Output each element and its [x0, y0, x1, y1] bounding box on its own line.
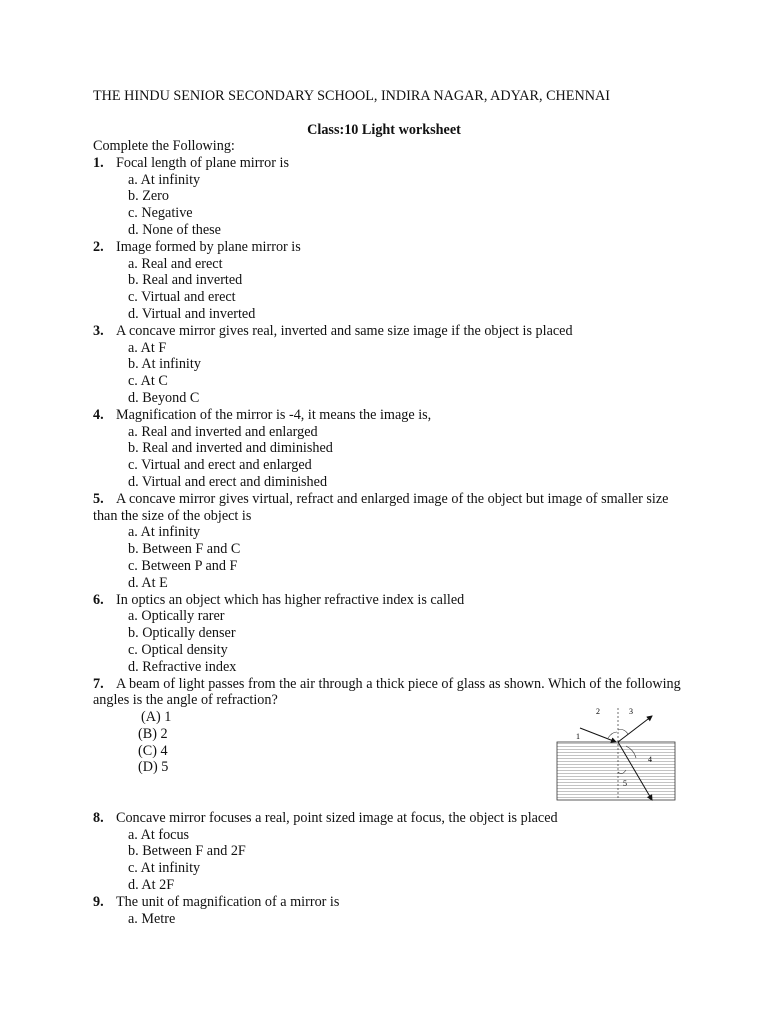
angle-label: 1 — [576, 732, 580, 741]
question-text: Concave mirror focuses a real, point sized image at focus, the object is placed — [116, 809, 558, 826]
option: b. Between F and C — [128, 541, 241, 558]
question-9 — [93, 894, 683, 911]
option: c. At infinity — [128, 860, 201, 877]
refraction-diagram — [556, 706, 676, 802]
option: d. Virtual and inverted — [128, 305, 256, 322]
option: a. At F — [128, 339, 167, 356]
question-number: 1. — [93, 154, 104, 171]
refraction-diagram-svg — [556, 706, 676, 802]
option: a. At focus — [128, 826, 190, 843]
option: a. Metre — [128, 910, 176, 927]
question-text: Magnification of the mirror is -4, it means the image is, — [116, 406, 432, 423]
angle-arc-1 — [608, 732, 617, 738]
option: (B) 2 — [138, 725, 168, 742]
option: b. At infinity — [128, 356, 201, 373]
option: c. Negative — [128, 205, 193, 222]
option: d. Beyond C — [128, 389, 200, 406]
option: b. Real and inverted and diminished — [128, 440, 333, 457]
option: a. Real and inverted and enlarged — [128, 423, 318, 440]
question-number: 3. — [93, 322, 104, 339]
option: a. Optically rarer — [128, 608, 225, 625]
angle-label: 4 — [648, 755, 652, 764]
option: d. Refractive index — [128, 658, 237, 675]
question-7 — [93, 676, 683, 710]
question-8 — [93, 810, 683, 827]
option: d. Virtual and erect and diminished — [128, 473, 328, 490]
question-number: 7. — [93, 675, 104, 692]
question-6 — [93, 592, 683, 609]
option: d. None of these — [128, 221, 221, 238]
question-text: A beam of light passes from the air through a thick piece of glass as shown. Which of the following angles is the angle of refraction? — [93, 675, 681, 709]
option: a. At infinity — [128, 524, 201, 541]
question-5 — [93, 491, 683, 525]
question-number: 5. — [93, 490, 104, 507]
question-number: 8. — [93, 809, 104, 826]
question-1 — [93, 155, 683, 172]
question-number: 2. — [93, 238, 104, 255]
glass-block — [557, 742, 675, 800]
instruction: Complete the Following: — [93, 138, 235, 154]
worksheet-title: Class:10 Light worksheet — [307, 122, 461, 138]
option: c. At C — [128, 373, 168, 390]
option: (A) 1 — [141, 709, 172, 726]
reflected-ray — [618, 716, 652, 742]
question-text: Image formed by plane mirror is — [116, 238, 301, 255]
question-text: Focal length of plane mirror is — [116, 154, 289, 171]
option: b. Real and inverted — [128, 272, 243, 289]
question-text: The unit of magnification of a mirror is — [116, 893, 340, 910]
option: c. Virtual and erect and enlarged — [128, 457, 312, 474]
option: b. Optically denser — [128, 625, 236, 642]
school-name: THE HINDU SENIOR SECONDARY SCHOOL, INDIRA NAGAR, ADYAR, CHENNAI — [93, 88, 610, 104]
option: b. Zero — [128, 188, 169, 205]
angle-arc-3 — [618, 730, 628, 735]
question-4 — [93, 407, 683, 424]
angle-label: 5 — [623, 779, 627, 788]
question-text: A concave mirror gives virtual, refract and enlarged image of the object but image of smaller size than the size of the object is — [93, 490, 669, 524]
worksheet-body — [93, 138, 683, 927]
angle-label: 3 — [629, 707, 633, 716]
option: (C) 4 — [138, 742, 168, 759]
question-3 — [93, 323, 683, 340]
option: c. Virtual and erect — [128, 289, 236, 306]
option: b. Between F and 2F — [128, 843, 246, 860]
option: d. At 2F — [128, 877, 175, 894]
option: d. At E — [128, 574, 168, 591]
option: (D) 5 — [138, 759, 169, 776]
option: c. Optical density — [128, 641, 228, 658]
question-number: 4. — [93, 406, 104, 423]
question-2 — [93, 239, 683, 256]
question-number: 9. — [93, 893, 104, 910]
option: c. Between P and F — [128, 557, 238, 574]
angle-label: 2 — [596, 707, 600, 716]
question-text: A concave mirror gives real, inverted and same size image if the object is placed — [116, 322, 573, 339]
question-text: In optics an object which has higher refractive index is called — [116, 591, 465, 608]
option: a. At infinity — [128, 171, 201, 188]
option: a. Real and erect — [128, 255, 223, 272]
question-number: 6. — [93, 591, 104, 608]
